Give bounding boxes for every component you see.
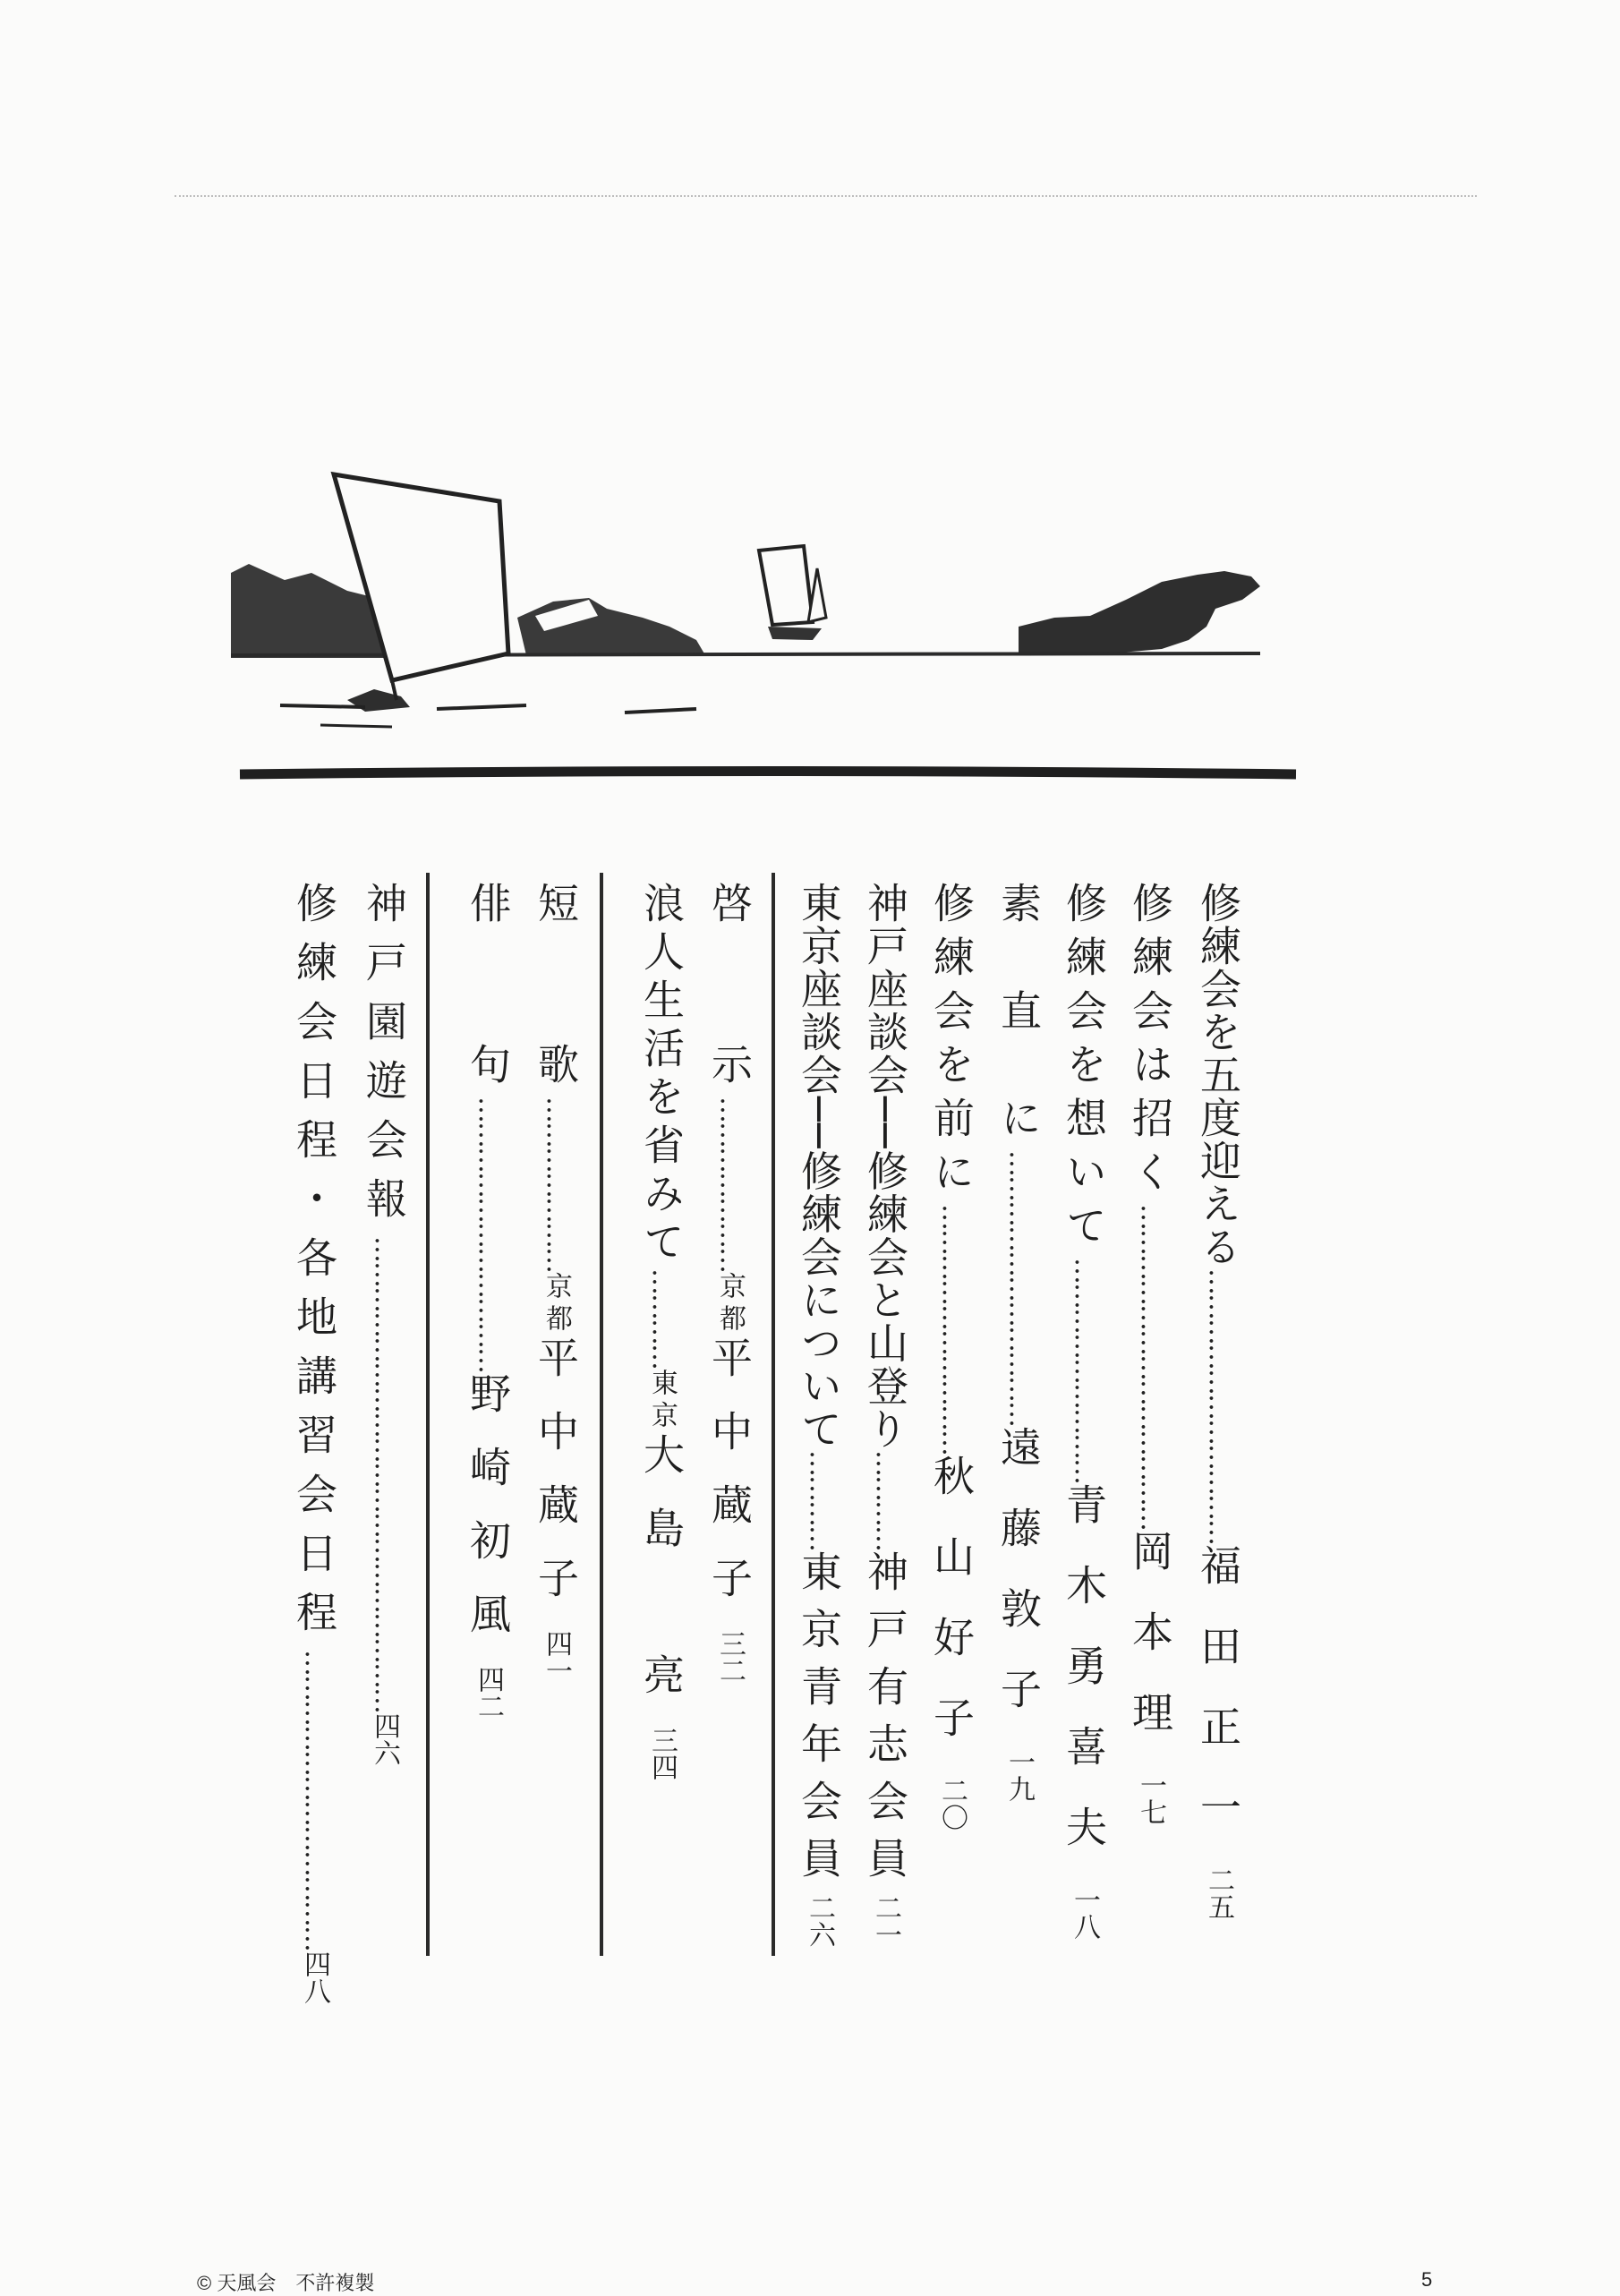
toc-page: 一八 <box>1069 1886 1100 1940</box>
toc-title: 俳 句 <box>464 882 512 1097</box>
toc-author: 神戸有志会員 <box>861 1550 909 1895</box>
toc-author: 青木勇喜夫 <box>1060 1483 1108 1886</box>
toc-page: 四八 <box>299 1950 330 2004</box>
toc-title: 啓 示 <box>705 882 754 1097</box>
toc-entry[interactable] <box>929 882 974 1956</box>
toc-title: 素 直 に <box>994 882 1043 1150</box>
toc-title: 神戸園遊会報 <box>360 882 408 1236</box>
toc-entry[interactable] <box>707 882 752 1956</box>
leader-dots: ………………… <box>714 1097 746 1272</box>
copyright-notice: © 天風会 不許複製 <box>197 2272 375 2294</box>
leader-dots: ……………………………… <box>299 1650 330 1950</box>
leader-dots: ………… <box>870 1450 901 1551</box>
toc-author: 岡本理 <box>1126 1530 1174 1771</box>
leader-dots: ………………………………… <box>1135 1204 1166 1530</box>
leader-dots: ………… <box>804 1450 835 1551</box>
toc-author: 平中蔵子 <box>705 1336 754 1630</box>
toc-author: 平中蔵子 <box>532 1336 580 1630</box>
toc-entry[interactable] <box>1196 882 1241 1956</box>
toc-place: 京都 <box>541 1272 572 1336</box>
leader-dots: …………………………… <box>473 1097 504 1372</box>
toc-entry[interactable] <box>1128 882 1172 1956</box>
top-rule <box>175 195 1477 197</box>
toc-entry[interactable] <box>290 882 338 2004</box>
leader-dots: …………………………… <box>1203 1268 1234 1544</box>
column-divider <box>772 873 775 1956</box>
toc-title: 修練会を五度迎える <box>1194 882 1242 1268</box>
toc-page: 三二 <box>714 1630 746 1684</box>
page-number: 5 <box>1421 2268 1433 2291</box>
leader-dots: ………… <box>646 1268 678 1369</box>
toc-entry[interactable] <box>362 882 406 1956</box>
toc-page: 二一 <box>870 1894 901 1949</box>
leader-dots: ………………………………………………… <box>369 1236 400 1712</box>
toc-page: 四二 <box>473 1666 504 1720</box>
leader-dots: ………………… <box>541 1097 572 1272</box>
toc-title: 修練会は招く <box>1126 882 1174 1204</box>
toc-title: 修練会を前に <box>927 882 976 1204</box>
toc-title: 東京座談会──修練会について <box>795 882 843 1451</box>
toc-page: 三四 <box>646 1727 678 1780</box>
toc-entry[interactable] <box>465 882 510 1956</box>
toc-entry[interactable] <box>797 882 841 1956</box>
toc-page: 一九 <box>1003 1748 1035 1802</box>
toc-author: 大島 亮 <box>637 1433 686 1727</box>
toc-title: 修練会日程・各地講習会日程 <box>290 882 338 1650</box>
toc-page: 四六 <box>369 1712 400 1766</box>
toc-entry[interactable] <box>1062 882 1106 1956</box>
toc-page: 四一 <box>541 1630 572 1684</box>
toc-page: 一七 <box>1135 1771 1166 1825</box>
column-divider <box>600 873 603 1956</box>
sailboat-illustration <box>231 465 1305 788</box>
toc-place: 京都 <box>714 1272 746 1336</box>
toc-author: 東京青年会員 <box>795 1550 843 1895</box>
toc-title: 短 歌 <box>532 882 580 1097</box>
toc-place: 東京 <box>646 1369 678 1433</box>
toc-page: 二六 <box>804 1894 835 1949</box>
leader-dots: …………………………… <box>1003 1150 1035 1426</box>
toc-page: 二〇 <box>936 1777 968 1831</box>
toc-entry[interactable] <box>863 882 908 1956</box>
toc-title: 修練会を想いて <box>1060 882 1108 1258</box>
toc-author: 秋山好子 <box>927 1455 976 1777</box>
toc-author: 遠藤敦子 <box>994 1426 1043 1748</box>
column-divider <box>426 873 430 1956</box>
toc-entry[interactable] <box>639 882 684 1956</box>
toc-title: 神戸座談会──修練会と山登り <box>861 882 909 1451</box>
toc-entry[interactable] <box>533 882 578 1956</box>
leader-dots: ……………………… <box>1069 1258 1100 1483</box>
toc-author: 野崎初風 <box>464 1372 512 1666</box>
toc-entry[interactable] <box>996 882 1041 1956</box>
toc-page: 二五 <box>1203 1866 1234 1920</box>
leader-dots: ………………………… <box>936 1204 968 1455</box>
toc-author: 福田正一 <box>1194 1544 1242 1866</box>
toc-title: 浪人生活を省みて <box>637 882 686 1268</box>
